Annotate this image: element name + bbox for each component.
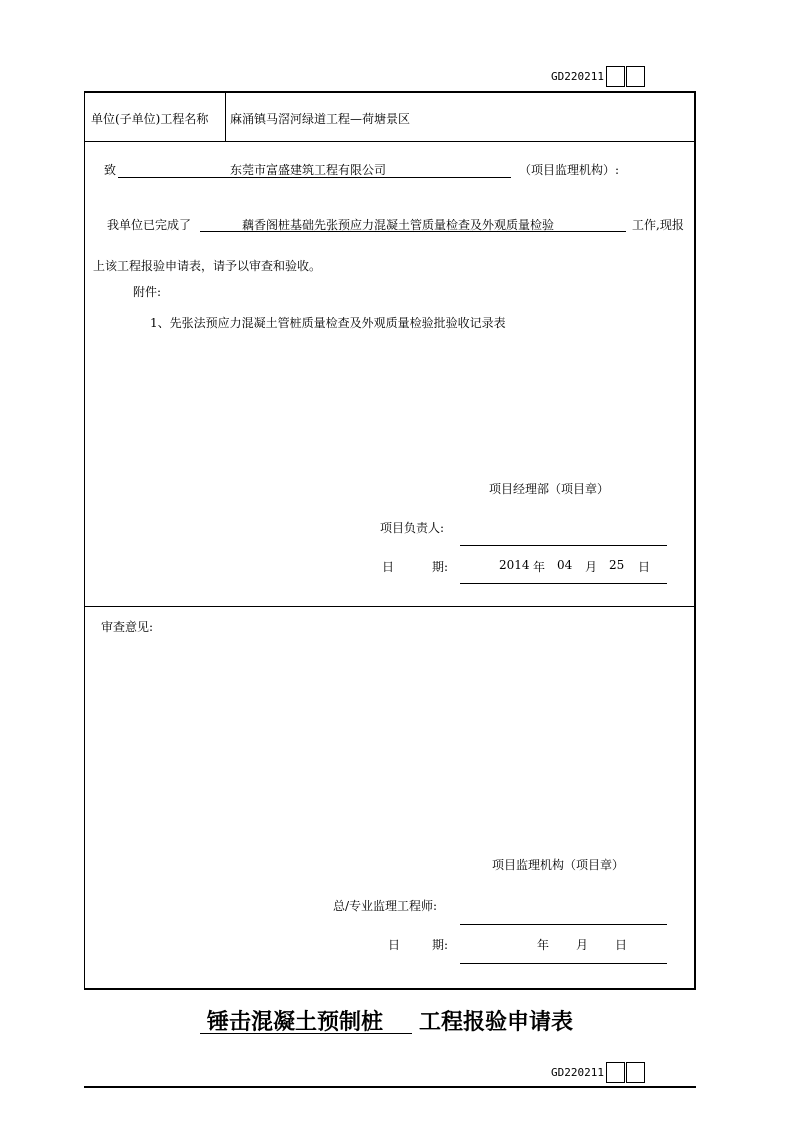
month-char: 月 <box>585 560 598 574</box>
review-date-line <box>460 963 667 964</box>
project-name-value: 麻涌镇马滘河绿道工程—荷塘景区 <box>230 112 411 126</box>
code-box-3[interactable] <box>606 1062 625 1083</box>
review-date-label-a: 日 <box>388 938 401 952</box>
review-day-char: 日 <box>615 938 628 952</box>
footer-rule <box>84 1086 696 1088</box>
code-box-1[interactable] <box>606 66 625 87</box>
application-line2: 上该工程报验申请表，请予以审查和验收。 <box>93 259 322 273</box>
review-label: 审查意见: <box>101 620 154 634</box>
review-year-char: 年 <box>537 938 550 952</box>
date-month: 04 <box>557 558 573 572</box>
code-box-2[interactable] <box>626 66 645 87</box>
year-char: 年 <box>533 560 546 574</box>
form-title-rest: 工程报验申请表 <box>419 1010 574 1035</box>
day-char: 日 <box>638 560 651 574</box>
project-name-label: 单位(子单位)工程名称 <box>91 112 209 126</box>
date-day: 25 <box>609 558 625 572</box>
completed-prefix: 我单位已完成了 <box>107 218 192 232</box>
review-date-label-b: 期: <box>432 938 449 952</box>
to-company-underline <box>118 177 511 178</box>
attachment-item: 1、先张法预应力混凝土管桩质量检查及外观质量检验批验收记录表 <box>150 316 506 330</box>
code-box-4[interactable] <box>626 1062 645 1083</box>
form-code-top: GD220211 <box>551 70 604 83</box>
completed-suffix: 工作,现报 <box>632 218 684 232</box>
date-line <box>460 583 667 584</box>
supervisor-stamp: 项目监理机构（项目章） <box>492 858 625 872</box>
manager-stamp: 项目经理部（项目章） <box>489 482 610 496</box>
date-label-b: 期: <box>432 560 449 574</box>
form-title-fill: 锤击混凝土预制桩 <box>207 1010 384 1035</box>
form-title <box>207 1005 383 1036</box>
engineer-label: 总/专业监理工程师: <box>333 899 438 913</box>
to-suffix: （项目监理机构）: <box>519 163 620 177</box>
responsible-label: 项目负责人: <box>380 521 445 535</box>
responsible-signature-line[interactable] <box>460 545 667 546</box>
engineer-signature-line[interactable] <box>460 924 667 925</box>
completed-work: 藕香阁桩基础先张预应力混凝土管质量检查及外观质量检验 <box>242 218 555 232</box>
date-label-a: 日 <box>382 560 395 574</box>
to-company: 东莞市富盛建筑工程有限公司 <box>230 163 387 177</box>
form-code-bottom: GD220211 <box>551 1066 604 1079</box>
attachment-label: 附件: <box>133 285 162 299</box>
review-month-char: 月 <box>576 938 589 952</box>
to-prefix: 致 <box>104 163 117 177</box>
completed-work-underline <box>200 231 626 232</box>
form-title-underline <box>200 1033 412 1034</box>
date-year: 2014 <box>499 558 530 572</box>
